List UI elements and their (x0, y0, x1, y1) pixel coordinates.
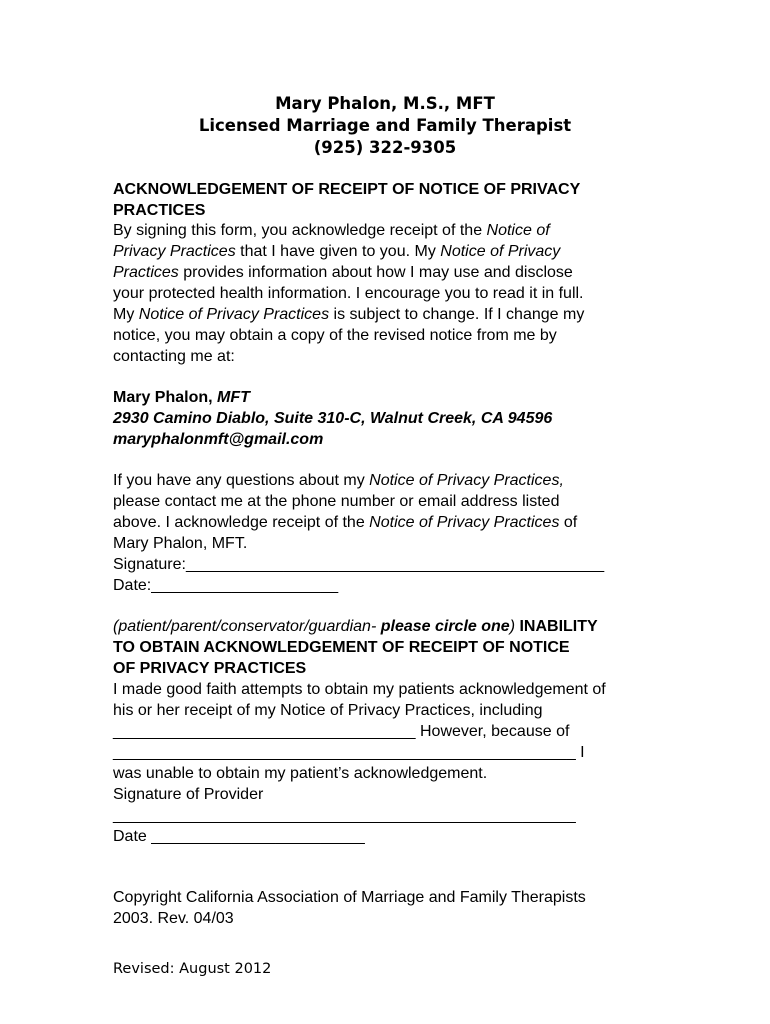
ack-heading-line-1: ACKNOWLEDGEMENT OF RECEIPT OF NOTICE OF PRIVACY (113, 181, 581, 198)
ack-paragraph-line: notice, you may obtain a copy of the revised notice from me by (113, 327, 557, 344)
provider-date-field[interactable]: Date ________________________ (113, 828, 365, 845)
ack-paragraph-line (113, 220, 550, 241)
signature-field[interactable]: Signature:_______________________________________________ (113, 556, 605, 573)
ack-paragraph-line: your protected health information. I encourage you to read it in full. (113, 285, 584, 302)
notice-title-italic: Notice of Privacy Practices (369, 514, 560, 531)
inability-paragraph-line: was unable to obtain my patient’s acknowledgement. (113, 765, 488, 782)
inability-paragraph-line: his or her receipt of my Notice of Privacy Practices, including (113, 702, 543, 719)
copyright-line: Copyright California Association of Marriage and Family Therapists (113, 889, 586, 906)
text-run: above. I acknowledge receipt of the (113, 514, 370, 531)
contact-name-line (113, 387, 250, 408)
therapist-title: Licensed Marriage and Family Therapist (198, 116, 572, 135)
contact-comma: , (208, 389, 213, 406)
text-run: is subject to change. If I change my (329, 306, 585, 323)
text-run: By signing this form, you acknowledge receipt of the (113, 222, 487, 239)
inability-paragraph-line: I made good faith attempts to obtain my patients acknowledgement of (113, 681, 606, 698)
notice-title-italic: Notice of Privacy Practices, (369, 472, 564, 489)
notice-title-italic: Practices (113, 264, 179, 281)
notice-title-italic: Privacy Practices (113, 243, 236, 260)
contact-address: 2930 Camino Diablo, Suite 310-C, Walnut Creek, CA 94596 (113, 410, 553, 427)
therapist-phone: (925) 322-9305 (313, 138, 457, 157)
inability-heading-line (113, 616, 598, 637)
inability-heading-line: TO OBTAIN ACKNOWLEDGEMENT OF RECEIPT OF NOTICE (113, 639, 570, 656)
ack-paragraph-line (113, 262, 573, 283)
provider-signature-label: Signature of Provider (113, 786, 264, 803)
revised-date: Revised: August 2012 (113, 961, 272, 977)
contact-name: Mary Phalon (113, 389, 209, 406)
inability-heading: INABILITY (515, 618, 598, 635)
role-options: (patient/parent/conservator/guardian- (113, 618, 381, 635)
questions-line: Mary Phalon, MFT. (113, 535, 248, 552)
text-run: My (113, 306, 139, 323)
contact-credential: MFT (212, 389, 250, 406)
text-run: of (559, 514, 578, 531)
text-run: If you have any questions about my (113, 472, 370, 489)
copyright-line: 2003. Rev. 04/03 (113, 910, 234, 927)
provider-signature-field[interactable]: ____________________________________________________ (113, 807, 576, 824)
reason-blank-field[interactable]: ____________________________________________________ I (113, 744, 585, 761)
questions-line: please contact me at the phone number or email address listed (113, 493, 560, 510)
circle-one-instruction: please circle one (380, 618, 510, 635)
notice-title-italic: Notice of Privacy Practices (138, 306, 330, 323)
date-field[interactable]: Date:_____________________ (113, 577, 339, 594)
notice-title-italic: Notice of Privacy (440, 243, 561, 260)
questions-line (113, 512, 577, 533)
text-run: that I have given to you. My (235, 243, 441, 260)
ack-heading-line-2: PRACTICES (113, 202, 206, 219)
ack-paragraph-line (113, 241, 560, 262)
text-run: ) (509, 618, 516, 635)
ack-paragraph-line (113, 304, 584, 325)
attempts-blank-field[interactable]: __________________________________ However, because of (113, 723, 570, 740)
ack-paragraph-line: contacting me at: (113, 348, 235, 365)
questions-line (113, 470, 564, 491)
inability-heading-line: OF PRIVACY PRACTICES (113, 660, 307, 677)
therapist-name: Mary Phalon, M.S., MFT (275, 94, 495, 113)
text-run: provides information about how I may use and disclose (178, 264, 573, 281)
contact-email: maryphalonmft@gmail.com (113, 431, 324, 448)
notice-title-italic: Notice of (486, 222, 550, 239)
